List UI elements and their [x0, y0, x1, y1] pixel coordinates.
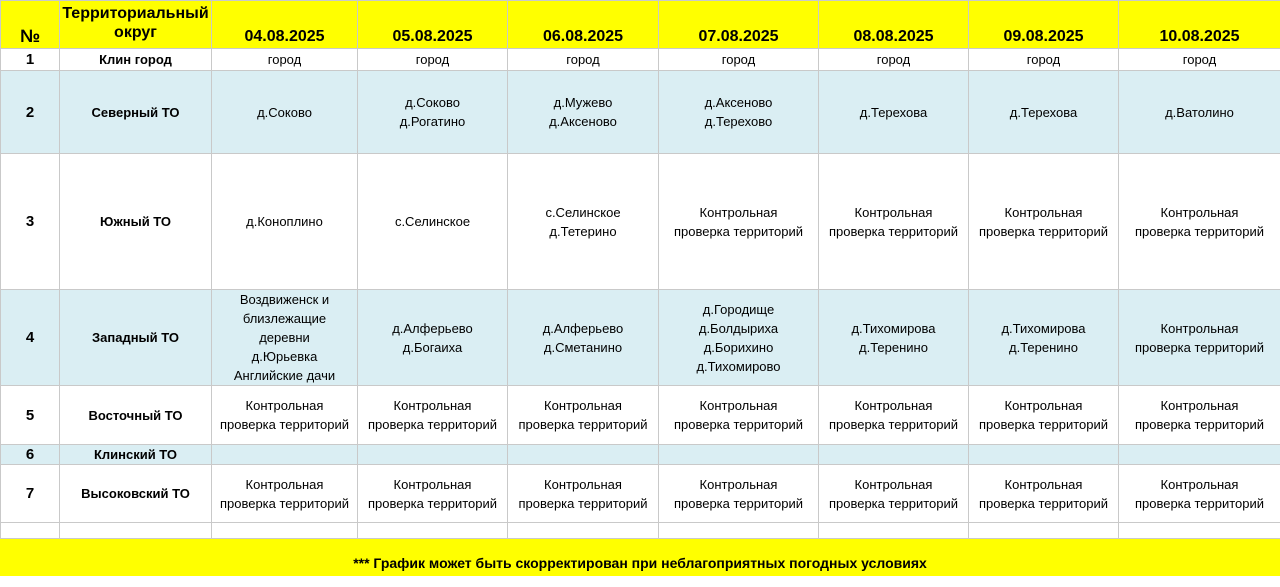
empty-cell	[508, 523, 659, 540]
cell-line: Контрольная	[358, 396, 507, 415]
cell-line: Контрольная	[212, 475, 357, 494]
schedule-cell	[508, 49, 659, 71]
schedule-cell	[819, 290, 969, 386]
spacer-row	[1, 523, 1280, 540]
cell-line: д.Алферьево	[508, 319, 658, 338]
empty-cell	[1119, 523, 1280, 540]
row-number: 5	[1, 386, 60, 445]
cell-line: Контрольная	[819, 396, 968, 415]
okrug-name: Высоковский ТО	[60, 465, 212, 523]
cell-line: Контрольная	[1119, 203, 1280, 222]
cell-line: близлежащие	[212, 309, 357, 328]
schedule-cell	[969, 465, 1119, 523]
cell-line: город	[819, 50, 968, 69]
schedule-cell	[212, 445, 358, 465]
schedule-cell	[508, 465, 659, 523]
empty-cell	[659, 523, 819, 540]
cell-line: город	[969, 50, 1118, 69]
cell-line: Контрольная	[508, 396, 658, 415]
cell-line: д.Терехова	[819, 103, 968, 122]
cell-line: д.Юрьевка	[212, 347, 357, 366]
row-number: 2	[1, 71, 60, 154]
schedule-cell	[969, 71, 1119, 154]
okrug-name: Клинский ТО	[60, 445, 212, 465]
schedule-cell	[508, 290, 659, 386]
cell-line: проверка территорий	[659, 222, 818, 241]
cell-line: город	[358, 50, 507, 69]
row-number: 6	[1, 445, 60, 465]
cell-line: д.Мужево	[508, 93, 658, 112]
schedule-cell	[508, 445, 659, 465]
cell-line: д.Соково	[212, 103, 357, 122]
table-row	[1, 445, 1280, 465]
schedule-cell	[358, 71, 508, 154]
okrug-name: Западный ТО	[60, 290, 212, 386]
cell-line: д.Сметанино	[508, 338, 658, 357]
cell-line: город	[659, 50, 818, 69]
okrug-name: Южный ТО	[60, 154, 212, 290]
cell-line: проверка территорий	[1119, 338, 1280, 357]
table-row	[1, 465, 1280, 523]
cell-line: д.Аксеново	[659, 93, 818, 112]
cell-line: Контрольная	[819, 475, 968, 494]
schedule-cell	[212, 49, 358, 71]
header-okrug: Территориальный округ	[60, 1, 212, 49]
cell-line: д.Аксеново	[508, 112, 658, 131]
cell-line: проверка территорий	[659, 415, 818, 434]
cell-line: проверка территорий	[659, 494, 818, 513]
cell-line: проверка территорий	[819, 415, 968, 434]
header-date: 10.08.2025	[1119, 1, 1280, 49]
cell-line: проверка территорий	[819, 222, 968, 241]
schedule-cell	[212, 386, 358, 445]
schedule-cell	[969, 445, 1119, 465]
cell-line: д.Борихино	[659, 338, 818, 357]
schedule-cell	[659, 290, 819, 386]
schedule-cell	[969, 49, 1119, 71]
cell-line: д.Терехово	[659, 112, 818, 131]
cell-line: Контрольная	[1119, 396, 1280, 415]
empty-cell	[969, 523, 1119, 540]
schedule-cell	[1119, 465, 1280, 523]
schedule-cell	[659, 465, 819, 523]
schedule-cell	[212, 154, 358, 290]
cell-line: д.Тихомирово	[659, 357, 818, 376]
table-row	[1, 154, 1280, 290]
cell-line: Контрольная	[508, 475, 658, 494]
cell-line: Английские дачи	[212, 366, 357, 385]
cell-line: д.Соково	[358, 93, 507, 112]
schedule-cell	[819, 154, 969, 290]
cell-line: проверка территорий	[1119, 222, 1280, 241]
row-number: 4	[1, 290, 60, 386]
schedule-cell	[508, 71, 659, 154]
okrug-name: Северный ТО	[60, 71, 212, 154]
cell-line: проверка территорий	[1119, 415, 1280, 434]
schedule-cell	[1119, 154, 1280, 290]
schedule-cell	[1119, 49, 1280, 71]
table-row	[1, 386, 1280, 445]
row-number: 1	[1, 49, 60, 71]
schedule-cell	[659, 154, 819, 290]
cell-line: проверка территорий	[212, 415, 357, 434]
cell-line: Контрольная	[819, 203, 968, 222]
schedule-cell	[969, 386, 1119, 445]
header-num: №	[1, 1, 60, 49]
schedule-cell	[508, 386, 659, 445]
schedule-cell	[212, 465, 358, 523]
cell-line: проверка территорий	[969, 494, 1118, 513]
cell-line: д.Тихомирова	[819, 319, 968, 338]
schedule-cell	[1119, 445, 1280, 465]
empty-cell	[819, 523, 969, 540]
cell-line: д.Болдыриха	[659, 319, 818, 338]
cell-line: Контрольная	[358, 475, 507, 494]
cell-line: проверка территорий	[969, 222, 1118, 241]
schedule-cell	[1119, 71, 1280, 154]
cell-line: д.Тихомирова	[969, 319, 1118, 338]
header-row	[1, 1, 1280, 49]
header-date: 04.08.2025	[212, 1, 358, 49]
cell-line: Контрольная	[969, 475, 1118, 494]
cell-line: д.Теренино	[819, 338, 968, 357]
header-date: 05.08.2025	[358, 1, 508, 49]
cell-line: д.Тетерино	[508, 222, 658, 241]
schedule-cell	[212, 290, 358, 386]
schedule-cell	[358, 445, 508, 465]
cell-line: Контрольная	[659, 203, 818, 222]
schedule-cell	[1119, 290, 1280, 386]
row-number: 7	[1, 465, 60, 523]
cell-line: Контрольная	[969, 203, 1118, 222]
cell-line: д.Теренино	[969, 338, 1118, 357]
cell-line: с.Селинское	[358, 212, 507, 231]
schedule-cell	[358, 465, 508, 523]
empty-cell	[212, 523, 358, 540]
cell-line: Контрольная	[212, 396, 357, 415]
cell-line: с.Селинское	[508, 203, 658, 222]
schedule-cell	[819, 49, 969, 71]
cell-line: д.Рогатино	[358, 112, 507, 131]
schedule-cell	[659, 49, 819, 71]
schedule-cell	[819, 386, 969, 445]
schedule-cell	[358, 154, 508, 290]
schedule-cell	[659, 71, 819, 154]
cell-line: Контрольная	[969, 396, 1118, 415]
schedule-cell	[508, 154, 659, 290]
schedule-cell	[358, 49, 508, 71]
schedule-cell	[819, 71, 969, 154]
table-row	[1, 49, 1280, 71]
okrug-name: Восточный ТО	[60, 386, 212, 445]
header-date: 08.08.2025	[819, 1, 969, 49]
cell-line: д.Богаиха	[358, 338, 507, 357]
schedule-cell	[819, 445, 969, 465]
empty-cell	[1, 523, 60, 540]
cell-line: д.Терехова	[969, 103, 1118, 122]
empty-cell	[358, 523, 508, 540]
schedule-cell	[358, 290, 508, 386]
cell-line: Контрольная	[659, 396, 818, 415]
cell-line: проверка территорий	[358, 415, 507, 434]
cell-line: город	[1119, 50, 1280, 69]
cell-line: проверка территорий	[819, 494, 968, 513]
cell-line: Контрольная	[659, 475, 818, 494]
row-number: 3	[1, 154, 60, 290]
okrug-name: Клин город	[60, 49, 212, 71]
cell-line: проверка территорий	[508, 494, 658, 513]
empty-cell	[60, 523, 212, 540]
cell-line: д.Коноплино	[212, 212, 357, 231]
footer-note: *** График может быть скорректирован при неблагоприятных погодных условиях	[0, 538, 1280, 576]
cell-line: Воздвиженск и	[212, 290, 357, 309]
schedule-cell	[212, 71, 358, 154]
cell-line: проверка территорий	[508, 415, 658, 434]
schedule-cell	[659, 386, 819, 445]
cell-line: Контрольная	[1119, 475, 1280, 494]
cell-line: проверка территорий	[1119, 494, 1280, 513]
cell-line: проверка территорий	[212, 494, 357, 513]
schedule-cell	[1119, 386, 1280, 445]
header-date: 09.08.2025	[969, 1, 1119, 49]
cell-line: проверка территорий	[969, 415, 1118, 434]
cell-line: Контрольная	[1119, 319, 1280, 338]
header-date: 07.08.2025	[659, 1, 819, 49]
table-row	[1, 71, 1280, 154]
cell-line: проверка территорий	[358, 494, 507, 513]
cell-line: д.Городище	[659, 300, 818, 319]
table-row	[1, 290, 1280, 386]
cell-line: д.Ватолино	[1119, 103, 1280, 122]
schedule-cell	[659, 445, 819, 465]
schedule-cell	[969, 290, 1119, 386]
schedule-cell	[819, 465, 969, 523]
schedule-cell	[358, 386, 508, 445]
schedule-cell	[969, 154, 1119, 290]
header-date: 06.08.2025	[508, 1, 659, 49]
cell-line: д.Алферьево	[358, 319, 507, 338]
cell-line: деревни	[212, 328, 357, 347]
cell-line: город	[508, 50, 658, 69]
cell-line: город	[212, 50, 357, 69]
